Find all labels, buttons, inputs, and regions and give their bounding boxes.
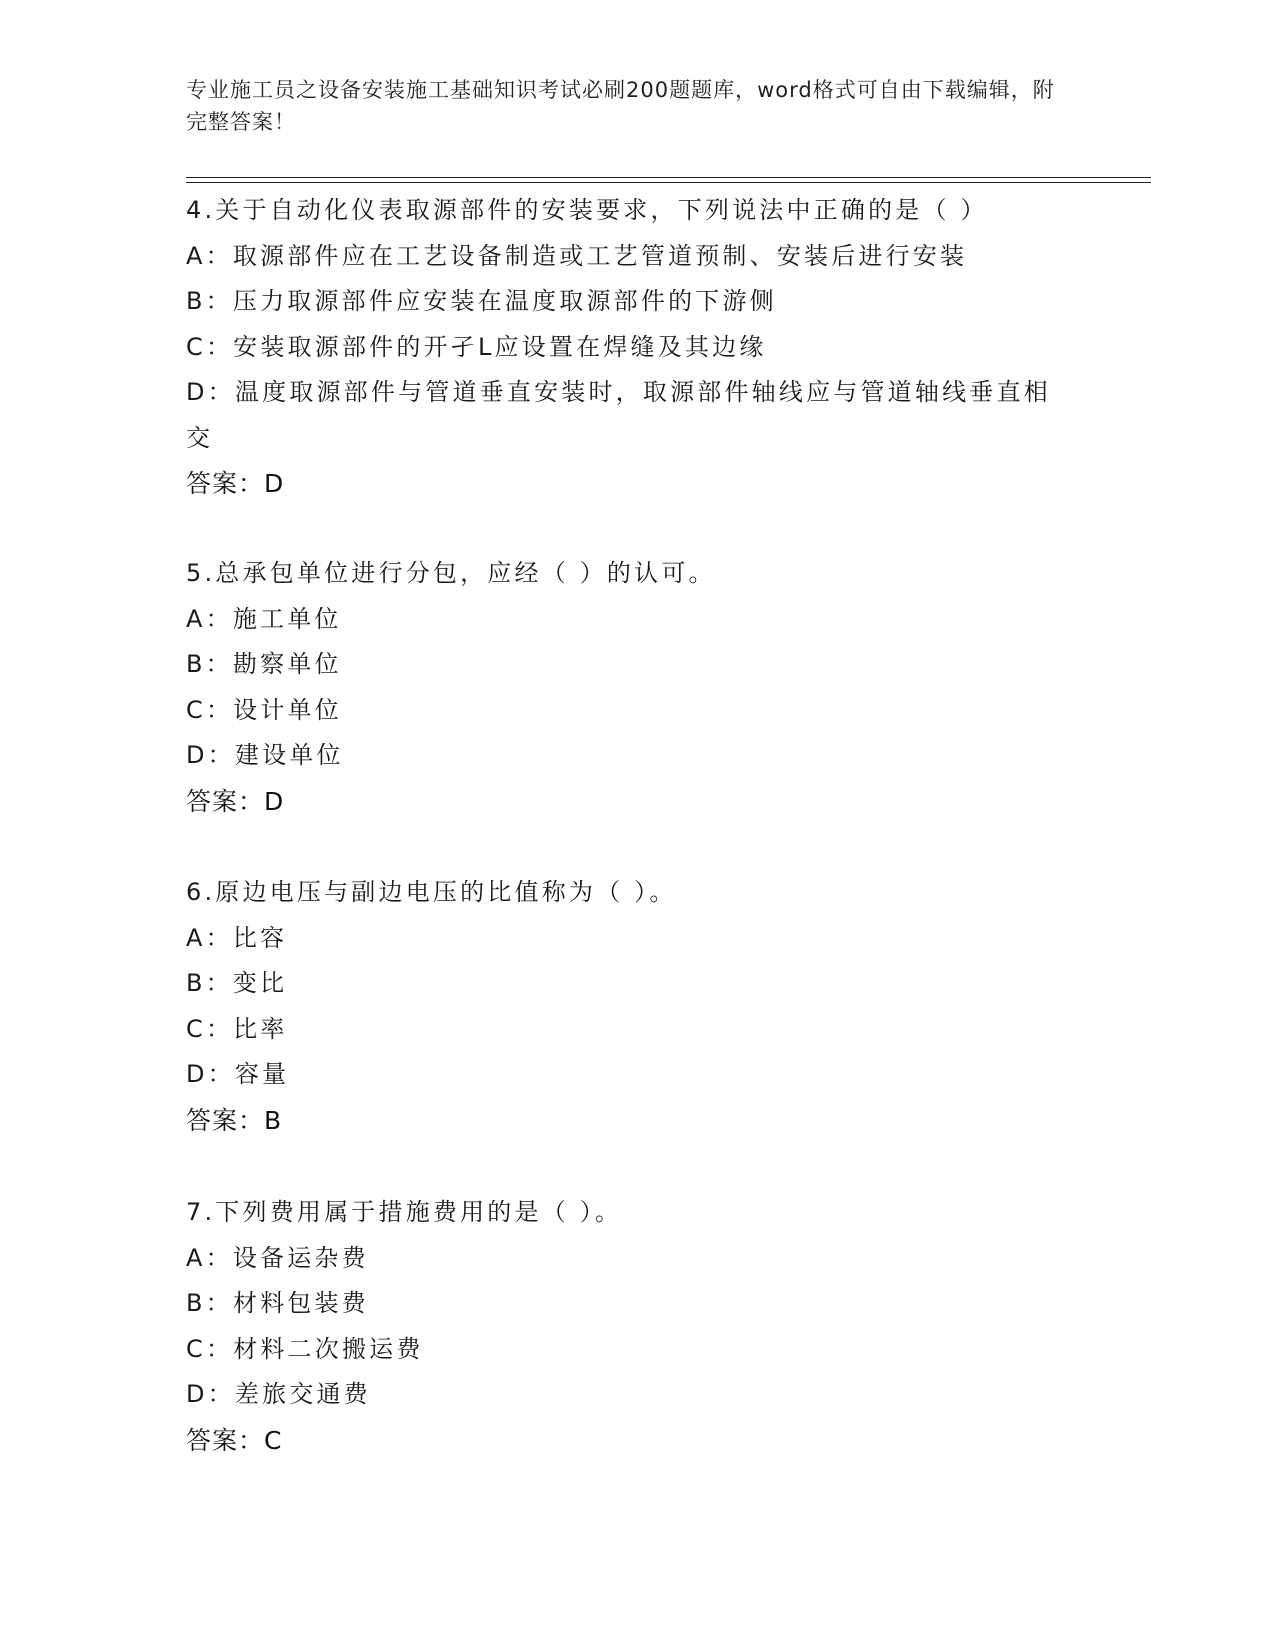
option-d: D：容量	[186, 1060, 290, 1088]
question-stem: 4.关于自动化仪表取源部件的安装要求，下列说法中正确的是（ ）	[186, 196, 988, 224]
option-c: C：安装取源部件的开孑L应设置在焊缝及其边缘	[186, 332, 767, 361]
option-d: D：差旅交通费	[186, 1380, 371, 1408]
question-block	[186, 870, 1086, 1143]
answer-line: 答案：C	[186, 1425, 283, 1455]
option-a: A：比容	[186, 923, 288, 952]
header-divider-bottom	[186, 182, 1151, 183]
option-d: D：温度取源部件与管道垂直安装时，取源部件轴线应与管道轴线垂直相交	[186, 378, 1051, 452]
question-block	[186, 1190, 1086, 1463]
answer-line: 答案：B	[186, 1105, 283, 1135]
option-a: A：取源部件应在工艺设备制造或工艺管道预制、安装后进行安装	[186, 241, 968, 270]
option-a: A：设备运杂费	[186, 1243, 369, 1272]
option-d: D：建设单位	[186, 741, 344, 769]
option-b: B：变比	[186, 969, 288, 997]
answer-line: 答案：D	[186, 469, 285, 498]
option-b: B：材料包装费	[186, 1289, 369, 1317]
question-block	[186, 188, 1086, 507]
option-c: C：材料二次搬运费	[186, 1334, 424, 1363]
option-c: C：比率	[186, 1014, 288, 1043]
document-header: 专业施工员之设备安装施工基础知识考试必刷200题题库，word格式可自由下载编辑，附完整答案！	[186, 78, 1055, 134]
option-a: A：施工单位	[186, 604, 342, 633]
header-divider-top	[186, 177, 1151, 178]
question-stem: 7.下列费用属于措施费用的是（ ）。	[186, 1198, 623, 1226]
question-block	[186, 551, 1086, 824]
question-stem: 5.总承包单位进行分包，应经（ ）的认可。	[186, 559, 716, 587]
question-stem: 6.原边电压与副边电压的比值称为（ ）。	[186, 878, 677, 906]
option-b: B：勘察单位	[186, 650, 342, 678]
answer-line: 答案：D	[186, 786, 285, 816]
option-c: C：设计单位	[186, 695, 342, 724]
option-b: B：压力取源部件应安装在温度取源部件的下游侧	[186, 287, 777, 315]
